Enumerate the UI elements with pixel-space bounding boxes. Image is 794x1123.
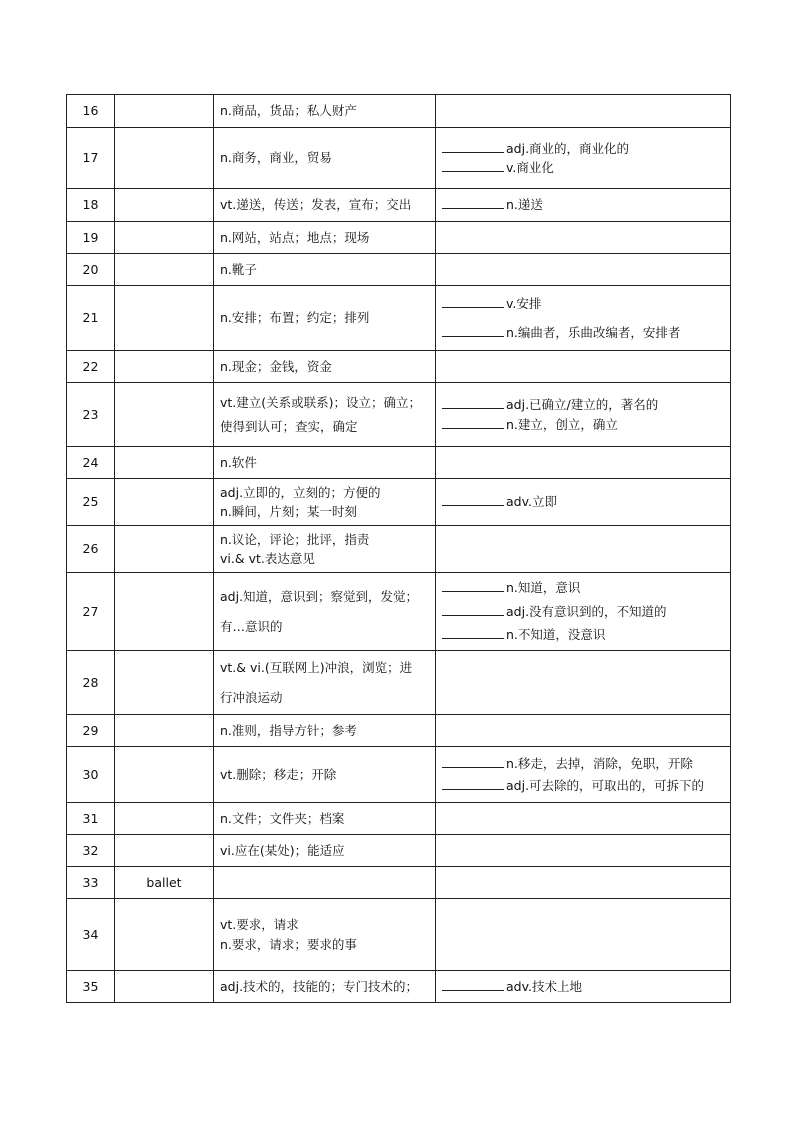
row-number: 33 <box>67 867 115 899</box>
meaning-line: vt.建立(关系或联系)；设立；确立； <box>220 395 422 411</box>
derivative-line <box>442 294 728 313</box>
meaning-cell <box>214 254 436 286</box>
word-cell[interactable] <box>115 479 214 526</box>
answer-blank[interactable] <box>442 325 504 337</box>
row-number: 34 <box>67 899 115 971</box>
derivative-hint: n.建立，创立，确立 <box>506 416 618 432</box>
meaning-cell <box>214 128 436 189</box>
answer-blank[interactable] <box>442 979 504 991</box>
word-cell[interactable] <box>115 189 214 222</box>
meaning-cell <box>214 95 436 128</box>
word-cell[interactable] <box>115 573 214 651</box>
word-cell[interactable] <box>115 222 214 254</box>
derivative-hint: n.知道，意识 <box>506 580 581 596</box>
derivatives-cell <box>436 383 731 447</box>
table-row <box>67 715 731 747</box>
table-row <box>67 479 731 526</box>
derivative-hint: n.不知道，没意识 <box>506 627 606 643</box>
derivative-line <box>442 625 728 644</box>
meaning-cell <box>214 447 436 479</box>
row-number: 24 <box>67 447 115 479</box>
row-number: 18 <box>67 189 115 222</box>
derivatives-cell <box>436 222 731 254</box>
meaning-line: n.要求，请求；要求的事 <box>220 936 357 952</box>
meaning-line: adj.知道，意识到；察觉到，发觉； <box>220 589 419 605</box>
meaning-line: vi.应在(某处)；能适应 <box>220 842 345 858</box>
word-cell[interactable] <box>115 95 214 128</box>
meaning-line: vt.递送，传送；发表，宣布；交出 <box>220 197 412 213</box>
meaning-cell <box>214 803 436 835</box>
meaning-line: n.商务，商业，贸易 <box>220 150 332 166</box>
table-row <box>67 835 731 867</box>
derivative-line <box>442 776 728 795</box>
vocabulary-table <box>66 94 731 1003</box>
row-number: 22 <box>67 351 115 383</box>
word-cell[interactable] <box>115 651 214 715</box>
derivatives-cell <box>436 254 731 286</box>
derivatives-cell <box>436 573 731 651</box>
answer-blank[interactable] <box>442 141 504 153</box>
meaning-line: n.现金；金钱，资金 <box>220 358 332 374</box>
derivative-hint: adj.已确立/建立的，著名的 <box>506 397 659 413</box>
table-row <box>67 971 731 1003</box>
meaning-line: n.商品，货品；私人财产 <box>220 103 357 119</box>
meaning-cell <box>214 351 436 383</box>
table-row <box>67 447 731 479</box>
word-cell[interactable] <box>115 286 214 351</box>
meaning-cell <box>214 835 436 867</box>
meaning-cell <box>214 479 436 526</box>
derivative-hint: adv.立即 <box>506 494 557 510</box>
answer-blank[interactable] <box>442 494 504 506</box>
word-cell[interactable] <box>115 747 214 803</box>
row-number: 35 <box>67 971 115 1003</box>
derivatives-cell <box>436 479 731 526</box>
derivative-hint: n.编曲者，乐曲改编者，安排者 <box>506 325 681 340</box>
derivative-hint: adv.技术上地 <box>506 978 582 994</box>
table-row <box>67 383 731 447</box>
row-number: 32 <box>67 835 115 867</box>
table-row <box>67 222 731 254</box>
word-cell[interactable] <box>115 835 214 867</box>
meaning-line: n.准则，指导方针；参考 <box>220 722 357 738</box>
meaning-cell <box>214 189 436 222</box>
answer-blank[interactable] <box>442 604 504 616</box>
meaning-cell <box>214 526 436 573</box>
derivatives-cell <box>436 95 731 128</box>
derivative-line <box>442 395 728 414</box>
derivatives-cell <box>436 189 731 222</box>
meaning-line: 使得到认可；查实，确定 <box>220 418 358 434</box>
derivative-line <box>442 158 728 177</box>
derivatives-cell <box>436 526 731 573</box>
derivative-line <box>442 602 728 621</box>
answer-blank[interactable] <box>442 197 504 209</box>
answer-blank[interactable] <box>442 627 504 639</box>
table-row <box>67 351 731 383</box>
meaning-line: n.文件；文件夹；档案 <box>220 810 345 826</box>
derivative-hint: v.安排 <box>506 295 542 311</box>
meaning-cell <box>214 573 436 651</box>
row-number: 26 <box>67 526 115 573</box>
derivative-hint: adj.商业的，商业化的 <box>506 140 630 156</box>
table-row <box>67 803 731 835</box>
meaning-cell <box>214 383 436 447</box>
row-number: 19 <box>67 222 115 254</box>
answer-blank[interactable] <box>442 397 504 409</box>
meaning-cell <box>214 747 436 803</box>
derivatives-cell <box>436 747 731 803</box>
meaning-cell <box>214 651 436 715</box>
word-cell[interactable] <box>115 971 214 1003</box>
answer-blank[interactable] <box>442 160 504 172</box>
answer-blank[interactable] <box>442 296 504 308</box>
derivatives-cell <box>436 803 731 835</box>
derivative-line <box>442 492 728 511</box>
derivative-line <box>442 139 728 158</box>
answer-blank[interactable] <box>442 417 504 429</box>
table-row <box>67 899 731 971</box>
meaning-line: vi.& vt.表达意见 <box>220 551 315 566</box>
word-cell[interactable] <box>115 899 214 971</box>
row-number: 28 <box>67 651 115 715</box>
row-number: 16 <box>67 95 115 128</box>
meaning-line: 有…意识的 <box>220 618 283 634</box>
derivatives-cell <box>436 286 731 351</box>
word-cell[interactable]: ballet <box>115 867 214 899</box>
derivative-line <box>442 195 728 214</box>
table-row <box>67 286 731 351</box>
meaning-line: vt.删除；移走；开除 <box>220 766 337 782</box>
answer-blank[interactable] <box>442 778 504 790</box>
table-row <box>67 867 731 899</box>
derivative-line <box>442 415 728 434</box>
derivative-hint: adj.可去除的，可取出的，可拆下的 <box>506 778 705 793</box>
derivative-line <box>442 323 728 342</box>
word-cell[interactable] <box>115 254 214 286</box>
meaning-line: adj.技术的，技能的；专门技术的； <box>220 978 419 994</box>
derivatives-cell <box>436 867 731 899</box>
word-cell[interactable] <box>115 128 214 189</box>
derivative-hint: n.递送 <box>506 197 543 213</box>
answer-blank[interactable] <box>442 580 504 592</box>
meaning-cell <box>214 286 436 351</box>
word-cell[interactable] <box>115 803 214 835</box>
meaning-line: n.靴子 <box>220 261 257 277</box>
derivatives-cell <box>436 971 731 1003</box>
derivative-line <box>442 977 728 996</box>
row-number: 29 <box>67 715 115 747</box>
derivatives-cell <box>436 351 731 383</box>
meaning-line: n.软件 <box>220 454 257 470</box>
derivative-line <box>442 578 728 597</box>
word-cell[interactable] <box>115 383 214 447</box>
row-number: 25 <box>67 479 115 526</box>
table-row <box>67 189 731 222</box>
table-row <box>67 254 731 286</box>
vocabulary-table-body <box>67 95 731 1003</box>
meaning-line: vt.要求，请求 <box>220 917 299 933</box>
derivatives-cell <box>436 128 731 189</box>
word-cell[interactable] <box>115 715 214 747</box>
derivative-line <box>442 754 728 773</box>
meaning-cell <box>214 222 436 254</box>
meaning-cell <box>214 715 436 747</box>
word-cell[interactable] <box>115 526 214 573</box>
meaning-line: n.网站，站点；地点；现场 <box>220 229 370 245</box>
table-row <box>67 747 731 803</box>
derivative-hint: adj.没有意识到的，不知道的 <box>506 603 667 619</box>
meaning-line: n.安排；布置；约定；排列 <box>220 310 370 326</box>
table-row <box>67 573 731 651</box>
table-row <box>67 526 731 573</box>
row-number: 17 <box>67 128 115 189</box>
meaning-cell <box>214 899 436 971</box>
meaning-line: n.瞬间，片刻；某一时刻 <box>220 504 357 519</box>
word-cell[interactable] <box>115 447 214 479</box>
meaning-line: vt.& vi.(互联网上)冲浪，浏览；进 <box>220 660 413 676</box>
row-number: 21 <box>67 286 115 351</box>
table-row <box>67 95 731 128</box>
table-row <box>67 651 731 715</box>
derivatives-cell <box>436 447 731 479</box>
derivatives-cell <box>436 835 731 867</box>
row-number: 31 <box>67 803 115 835</box>
meaning-cell <box>214 971 436 1003</box>
meaning-line: adj.立即的，立刻的；方便的 <box>220 484 381 500</box>
meaning-cell <box>214 867 436 899</box>
row-number: 30 <box>67 747 115 803</box>
derivatives-cell <box>436 715 731 747</box>
derivative-hint: n.移走，去掉，消除，免职，开除 <box>506 755 693 771</box>
meaning-line: 行冲浪运动 <box>220 689 283 705</box>
meaning-line: n.议论，评论；批评，指责 <box>220 531 370 547</box>
derivatives-cell <box>436 651 731 715</box>
row-number: 23 <box>67 383 115 447</box>
word-cell[interactable] <box>115 351 214 383</box>
row-number: 20 <box>67 254 115 286</box>
row-number: 27 <box>67 573 115 651</box>
derivatives-cell <box>436 899 731 971</box>
answer-blank[interactable] <box>442 756 504 768</box>
table-row <box>67 128 731 189</box>
derivative-hint: v.商业化 <box>506 160 554 175</box>
